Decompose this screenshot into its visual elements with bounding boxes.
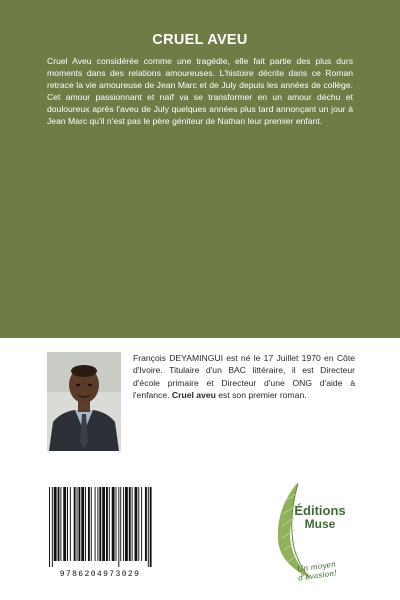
barcode-bar [52,487,53,567]
author-bio-end: est son premier roman. [215,390,307,401]
barcode-bar [99,487,101,561]
barcode-bar [109,487,110,561]
barcode-bar [97,487,98,561]
author-bio-book-title: Cruel aveu [171,390,216,401]
author-biography [133,352,355,402]
barcode-bar [67,487,68,561]
barcode-bar [106,487,108,561]
barcode-bar [49,487,50,567]
barcode-bar [138,487,139,561]
publisher-name-line2: Muse [304,517,336,531]
barcode-bar [123,487,124,561]
barcode-bar [132,487,133,561]
barcode-bar [148,487,149,567]
barcode-bar [120,487,121,561]
publisher-name-line1: Éditions [294,503,346,518]
barcode-bar [125,487,128,561]
book-title: CRUEL AVEU [152,32,248,48]
barcode-bar [74,487,76,561]
isbn-number: 9786204973029 [59,570,141,579]
barcode-bar [116,487,117,561]
barcode-bar [150,487,152,567]
author-photo [47,352,121,451]
barcode-bar [88,487,90,561]
barcode-bar [78,487,80,561]
barcode-bar [77,487,78,561]
barcode-bar [54,487,57,561]
barcode-bar [112,487,115,561]
barcode-bar [102,487,105,561]
barcode-bar [145,487,147,561]
isbn-barcode [47,487,153,567]
barcode-bar [141,487,142,561]
barcode-bar [85,487,86,561]
barcode-bar [129,487,131,561]
barcode-bar [81,487,84,561]
barcode-bar [60,487,61,561]
publisher-slogan: Un moyen d'évasion! [296,559,338,583]
barcode-bar [135,487,138,561]
barcode-bar [118,487,119,567]
book-summary: Cruel Aveu considérée comme une tragédie, elle fait partie des plus durs moments dans des relations amoureuses. L'histoire décrite dans ce Roman retrace la vie amoureuse de Jean Marc et de July depuis les années de collège. Cet amour passionnant et naïf va se transformer en un amour déchu et douloureux après l'aveu de July quelques années plus tard annonçant un jour à Jean Marc qu'il n'est pas le père géniteur de Nathan leur premier enfant. [47,56,353,126]
barcode-bar [63,487,66,561]
barcode-bar [91,487,92,561]
barcode-bar [95,487,96,561]
publisher-logo [270,478,356,582]
barcode-bar [58,487,60,561]
author-bio-text: François DEYAMINGUI est né le 17 Juillet 1970 en Côte d'Ivoire. Titulaire d'un BAC littéraire, il est Directeur d'école primaire et Directeur d'une ONG d'aide à l'enfance. [133,353,355,401]
barcode-bar [70,487,71,561]
